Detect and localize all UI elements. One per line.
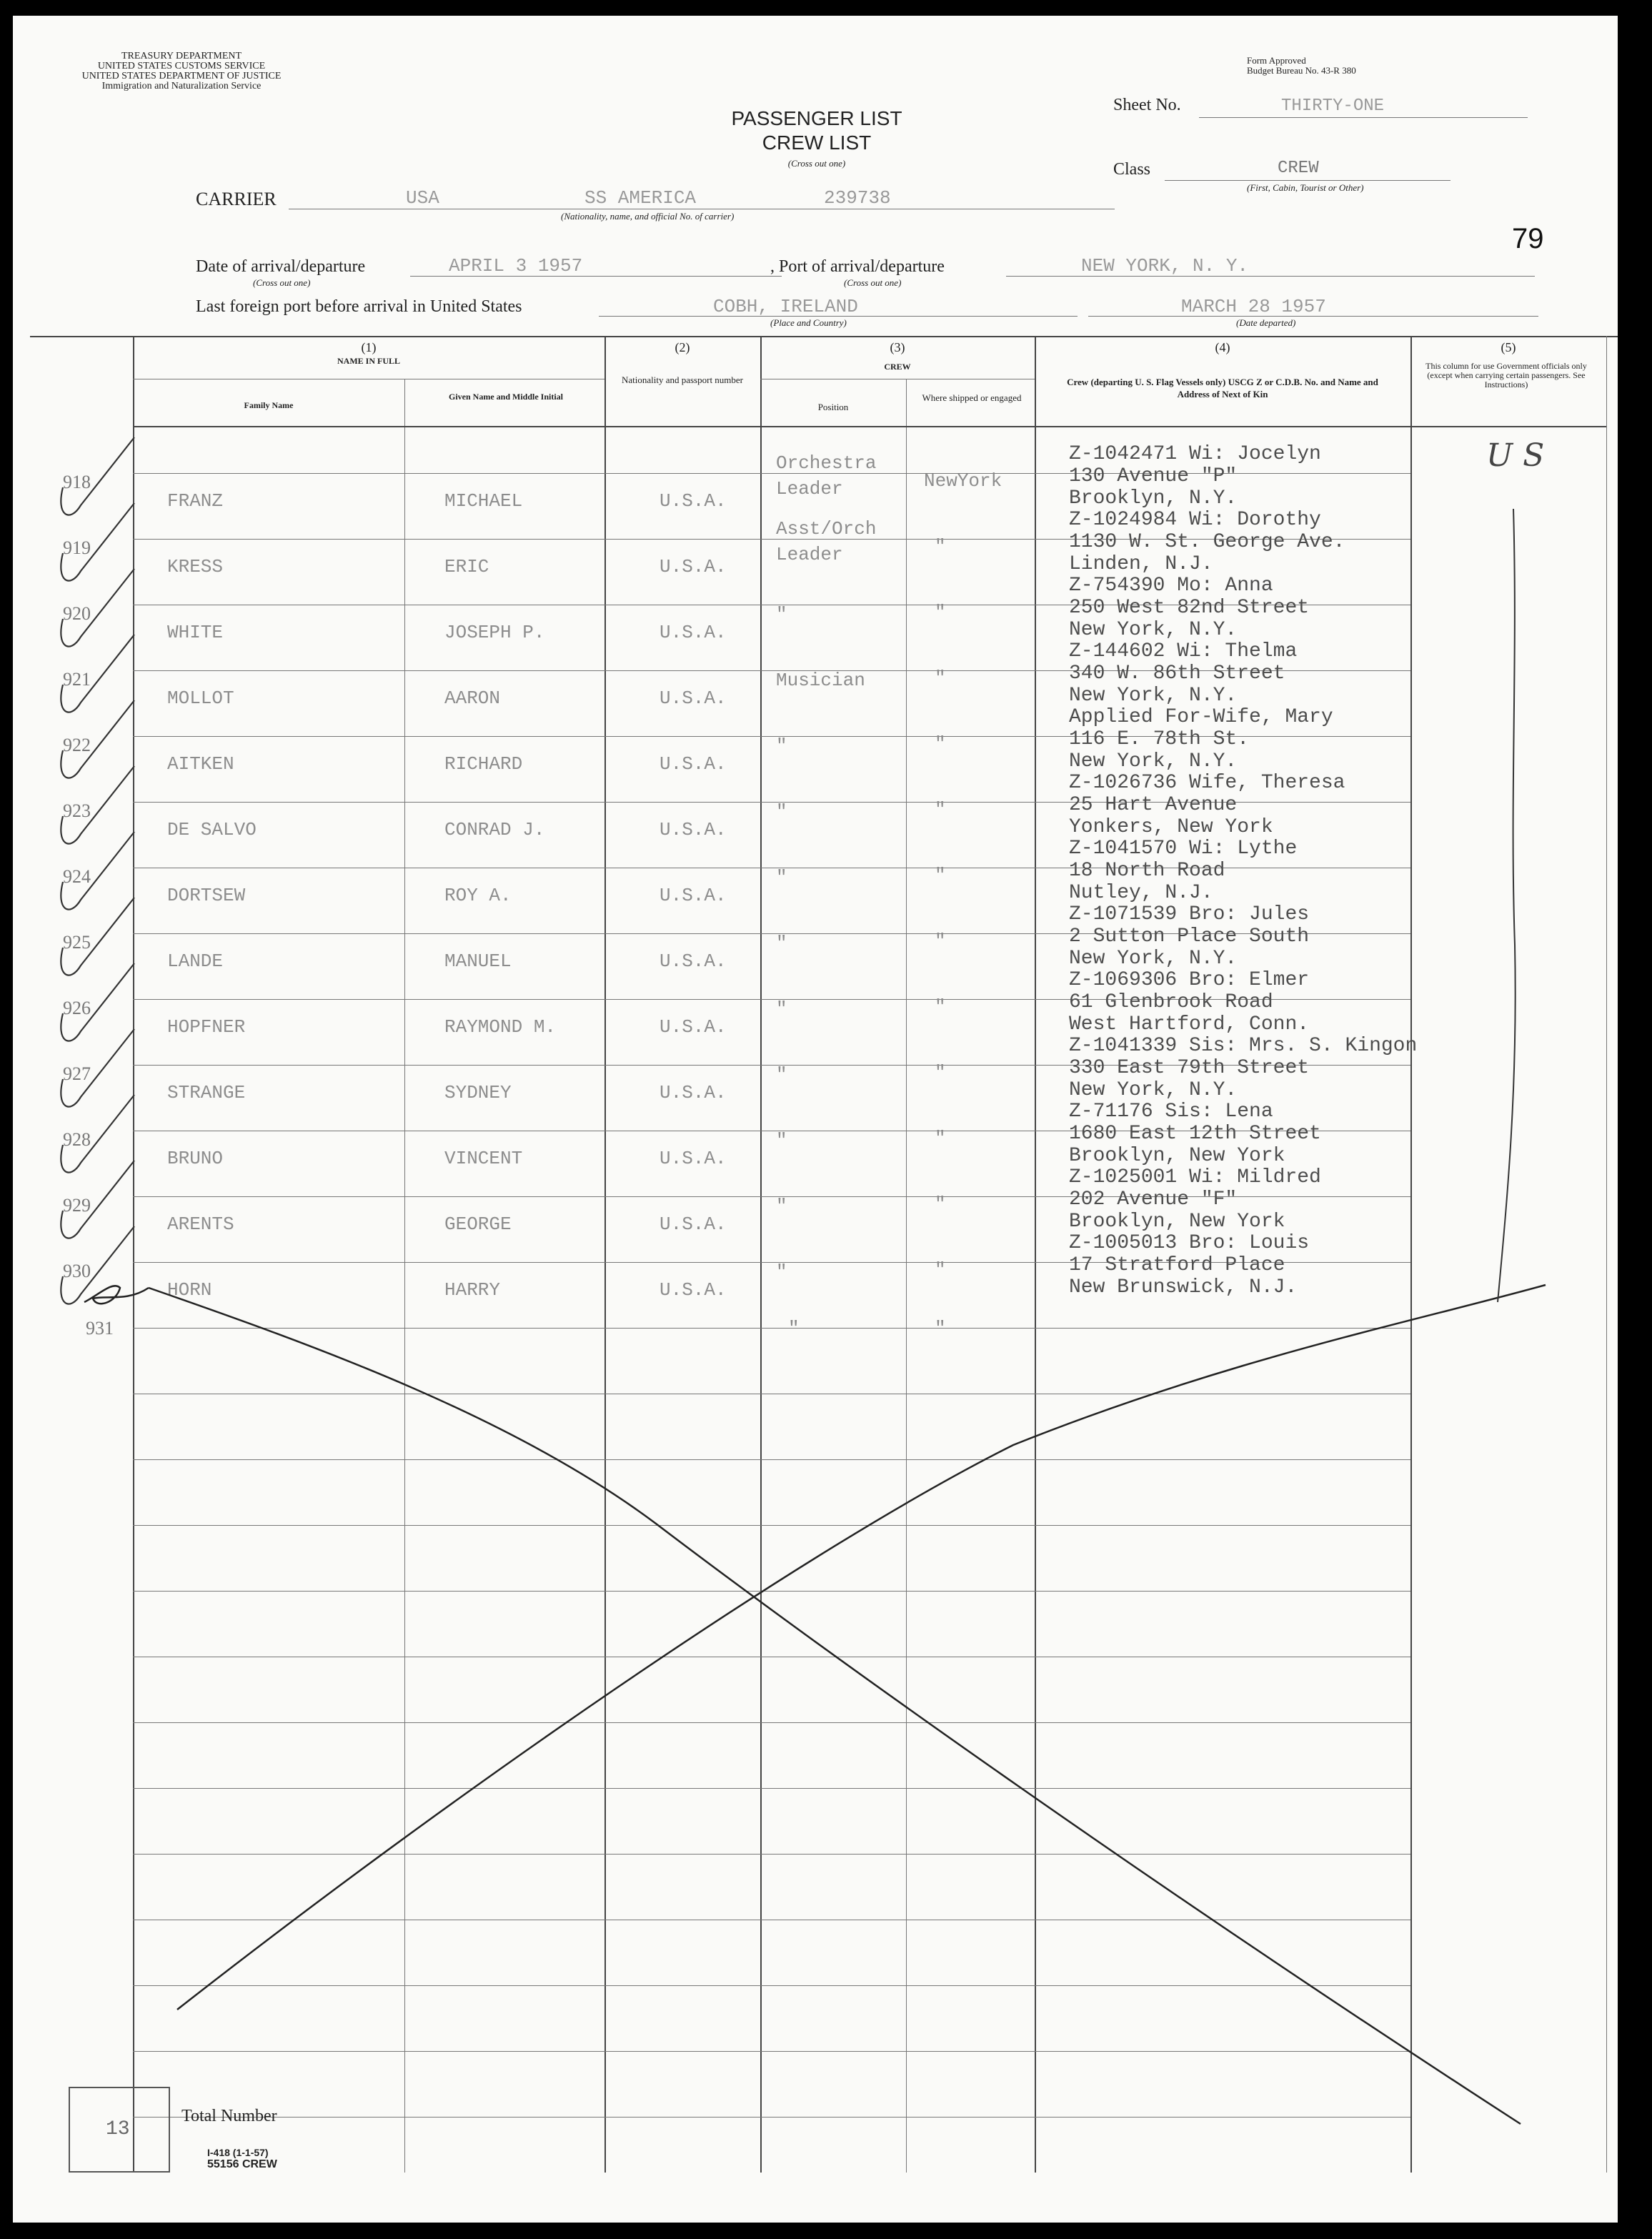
shipped-cell: " [935, 1193, 946, 1215]
family-name-cell: KRESS [167, 556, 224, 577]
port-value: NEW YORK, N. Y. [1081, 255, 1249, 277]
next-of-kin-cell: Z-144602 Wi: Thelma 340 W. 86th Street New York, N.Y. [1069, 640, 1298, 707]
serial-number: 929 [63, 1195, 91, 1216]
serial-number: 922 [63, 735, 91, 755]
serial-number: 920 [63, 603, 91, 624]
serial-number: 918 [63, 472, 91, 492]
shipped-cell: " [935, 536, 946, 557]
serial-number: 924 [63, 866, 91, 887]
serial-number: 931 [86, 1318, 114, 1339]
col1-title: NAME IN FULL [337, 356, 400, 366]
col4-title: Crew (departing U. S. Flag Vessels only) USCG Z or C.D.B. No. and Name and Address of Next of Kin [1067, 377, 1378, 399]
class-label: Class [1113, 160, 1151, 179]
nationality-cell: U.S.A. [660, 622, 727, 643]
position-cell: " [776, 1261, 787, 1283]
given-name-header: Given Name and Middle Initial [448, 392, 563, 402]
class-hint: (First, Cabin, Tourist or Other) [1247, 182, 1364, 193]
next-of-kin-cell: Z-1042471 Wi: Jocelyn 130 Avenue "P" Brooklyn, N.Y. [1069, 443, 1321, 510]
next-of-kin-cell: Applied For-Wife, Mary 116 E. 78th St. New York, N.Y. [1069, 706, 1333, 773]
shipped-cell: " [935, 1128, 946, 1149]
sheet-label: Sheet No. [1113, 96, 1181, 114]
serial-number: 927 [63, 1063, 91, 1084]
shipped-cell: " [935, 865, 946, 886]
next-of-kin-cell: Z-1026736 Wife, Theresa 25 Hart Avenue Yonkers, New York [1069, 772, 1345, 838]
last-port-value: COBH, IRELAND [713, 296, 858, 317]
next-of-kin-cell: Z-754390 Mo: Anna 250 West 82nd Street New York, N.Y. [1069, 575, 1310, 641]
family-name-cell: HOPFNER [167, 1016, 246, 1038]
form-id: I-418 (1-1-57) [207, 2147, 269, 2158]
next-of-kin-cell: Z-71176 Sis: Lena 1680 East 12th Street Brooklyn, New York [1069, 1101, 1321, 1167]
departed-hint: (Date departed) [1236, 317, 1296, 328]
shipped-cell: " [935, 667, 946, 689]
sheet-value: THIRTY-ONE [1281, 96, 1385, 116]
last-port-hint: (Place and Country) [770, 317, 847, 328]
col1-number: (1) [361, 340, 377, 354]
family-name-header: Family Name [244, 400, 294, 410]
agency-line: TREASURY DEPARTMENT [121, 51, 242, 61]
family-name-cell: STRANGE [167, 1082, 246, 1103]
date-hint: (Cross out one) [253, 277, 311, 288]
serial-number: 925 [63, 932, 91, 953]
document-page [13, 16, 1618, 2223]
page-number: 79 [1512, 223, 1544, 254]
pen-marks [13, 16, 1618, 2223]
nationality-cell: U.S.A. [660, 885, 727, 906]
given-name-cell: RICHARD [444, 753, 523, 775]
position-cell: " [776, 604, 787, 625]
next-of-kin-cell: Z-1024984 Wi: Dorothy 1130 W. St. George Ave. Linden, N.J. [1069, 509, 1345, 575]
given-name-cell: MICHAEL [444, 490, 523, 512]
position-cell: Asst/Orch Leader [776, 518, 877, 565]
budget-bureau-text: Budget Bureau No. 43-R 380 [1247, 65, 1356, 76]
cross-stroke [177, 1285, 1546, 2010]
col2-title: Nationality and passport number [621, 374, 744, 385]
family-name-cell: BRUNO [167, 1148, 224, 1169]
family-name-cell: FRANZ [167, 490, 224, 512]
check-tick [61, 437, 134, 515]
family-name-cell: HORN [167, 1279, 212, 1301]
nationality-cell: U.S.A. [660, 1279, 727, 1301]
tick-marks [61, 437, 134, 1304]
position-cell: " [788, 1318, 800, 1339]
cross-stroke [149, 1288, 1521, 2124]
form-code: 55156 CREW [207, 2158, 277, 2170]
cancel-cross [84, 1285, 1546, 2124]
family-name-cell: DORTSEW [167, 885, 246, 906]
next-of-kin-cell: Z-1025001 Wi: Mildred 202 Avenue "F" Brooklyn, New York [1069, 1166, 1321, 1233]
given-name-cell: GEORGE [444, 1213, 512, 1235]
position-cell: " [776, 1196, 787, 1217]
pen-flourish [84, 1286, 149, 1304]
family-name-cell: AITKEN [167, 753, 234, 775]
next-of-kin-cell: Z-1069306 Bro: Elmer 61 Glenbrook Road West Hartford, Conn. [1069, 969, 1310, 1036]
given-name-cell: ROY A. [444, 885, 512, 906]
carrier-hint: (Nationality, name, and official No. of carrier) [561, 211, 735, 222]
port-label: , Port of arrival/departure [770, 257, 945, 276]
carrier-name: SS AMERICA [584, 187, 697, 209]
form-approved-text: Form Approved [1247, 55, 1306, 66]
position-cell: Orchestra Leader [776, 452, 877, 500]
given-name-cell: RAYMOND M. [444, 1016, 557, 1038]
agency-line: UNITED STATES DEPARTMENT OF JUSTICE [81, 71, 282, 81]
shipped-header: Where shipped or engaged [922, 392, 1022, 403]
cross-out-hint: (Cross out one) [787, 158, 846, 169]
position-cell: Musician [776, 670, 865, 691]
position-cell: " [776, 1064, 787, 1086]
given-name-cell: MANUEL [444, 950, 512, 972]
serial-number: 930 [63, 1261, 91, 1281]
last-port-label: Last foreign port before arrival in United States [196, 297, 522, 316]
serial-number: 923 [63, 800, 91, 821]
nationality-cell: U.S.A. [660, 1016, 727, 1038]
position-cell: " [776, 801, 787, 823]
position-cell: " [776, 998, 787, 1020]
nationality-cell: U.S.A. [660, 1213, 727, 1235]
col5-number: (5) [1501, 340, 1516, 354]
nationality-cell: U.S.A. [660, 950, 727, 972]
date-label: Date of arrival/departure [196, 257, 366, 276]
next-of-kin-cell: Z-1005013 Bro: Louis 17 Stratford Place New Brunswick, N.J. [1069, 1232, 1310, 1299]
carrier-number: 239738 [824, 187, 891, 209]
shipped-cell: " [935, 602, 946, 623]
position-cell: " [776, 933, 787, 954]
total-value: 13 [106, 2118, 130, 2140]
nationality-cell: U.S.A. [660, 490, 727, 512]
title-crew-list: CREW LIST [762, 131, 872, 154]
serial-number: 919 [63, 537, 91, 558]
family-name-cell: DE SALVO [167, 819, 257, 840]
given-name-cell: CONRAD J. [444, 819, 545, 840]
carrier-label: CARRIER [196, 189, 277, 209]
date-value: APRIL 3 1957 [449, 255, 583, 277]
position-cell: " [776, 1130, 787, 1151]
position-header: Position [817, 402, 849, 412]
shipped-cell: NewYork [924, 470, 1002, 492]
given-name-cell: HARRY [444, 1279, 501, 1301]
given-name-cell: AARON [444, 687, 501, 709]
shipped-cell: " [935, 930, 946, 952]
total-label: Total Number [181, 2107, 277, 2125]
family-name-cell: MOLLOT [167, 687, 234, 709]
next-of-kin-cell: Z-1071539 Bro: Jules 2 Sutton Place South New York, N.Y. [1069, 903, 1310, 970]
nationality-cell: U.S.A. [660, 753, 727, 775]
family-name-cell: LANDE [167, 950, 224, 972]
shipped-cell: " [935, 1062, 946, 1083]
given-name-cell: JOSEPH P. [444, 622, 545, 643]
col4-number: (4) [1215, 340, 1230, 354]
agency-line: UNITED STATES CUSTOMS SERVICE [97, 61, 266, 71]
position-cell: " [776, 735, 787, 757]
nationality-cell: U.S.A. [660, 1148, 727, 1169]
title-passenger-list: PASSENGER LIST [731, 107, 902, 129]
position-cell: " [776, 867, 787, 888]
shipped-cell: " [935, 799, 946, 820]
given-name-cell: VINCENT [444, 1148, 523, 1169]
next-of-kin-cell: Z-1041570 Wi: Lythe 18 North Road Nutley, N.J. [1069, 838, 1298, 904]
family-name-cell: WHITE [167, 622, 224, 643]
agency-line: Immigration and Naturalization Service [101, 81, 262, 91]
given-name-cell: ERIC [444, 556, 489, 577]
serial-number: 921 [63, 669, 91, 690]
col5-handwritten-mark: U S [1486, 437, 1545, 474]
bracket-stroke [1498, 509, 1516, 1302]
port-hint: (Cross out one) [844, 277, 902, 288]
given-name-cell: SYDNEY [444, 1082, 512, 1103]
col3-title: CREW [884, 362, 911, 372]
shipped-cell: " [935, 996, 946, 1018]
col2-number: (2) [675, 340, 690, 354]
nationality-cell: U.S.A. [660, 556, 727, 577]
shipped-cell: " [935, 1318, 946, 1339]
departed-value: MARCH 28 1957 [1181, 296, 1326, 317]
col3-number: (3) [890, 340, 905, 354]
carrier-nationality: USA [406, 187, 439, 209]
serial-number: 926 [63, 998, 91, 1018]
nationality-cell: U.S.A. [660, 1082, 727, 1103]
class-value: CREW [1278, 159, 1319, 178]
next-of-kin-cell: Z-1041339 Sis: Mrs. S. Kingon 330 East 79th Street New York, N.Y. [1069, 1035, 1418, 1101]
shipped-cell: " [935, 733, 946, 755]
nationality-cell: U.S.A. [660, 819, 727, 840]
shipped-cell: " [935, 1259, 946, 1281]
col5-bracket [1498, 509, 1516, 1302]
family-name-cell: ARENTS [167, 1213, 234, 1235]
nationality-cell: U.S.A. [660, 687, 727, 709]
col5-title: This column for use Government officials only (except when carrying certain passengers. See Instructions) [1425, 361, 1587, 389]
serial-number: 928 [63, 1129, 91, 1150]
